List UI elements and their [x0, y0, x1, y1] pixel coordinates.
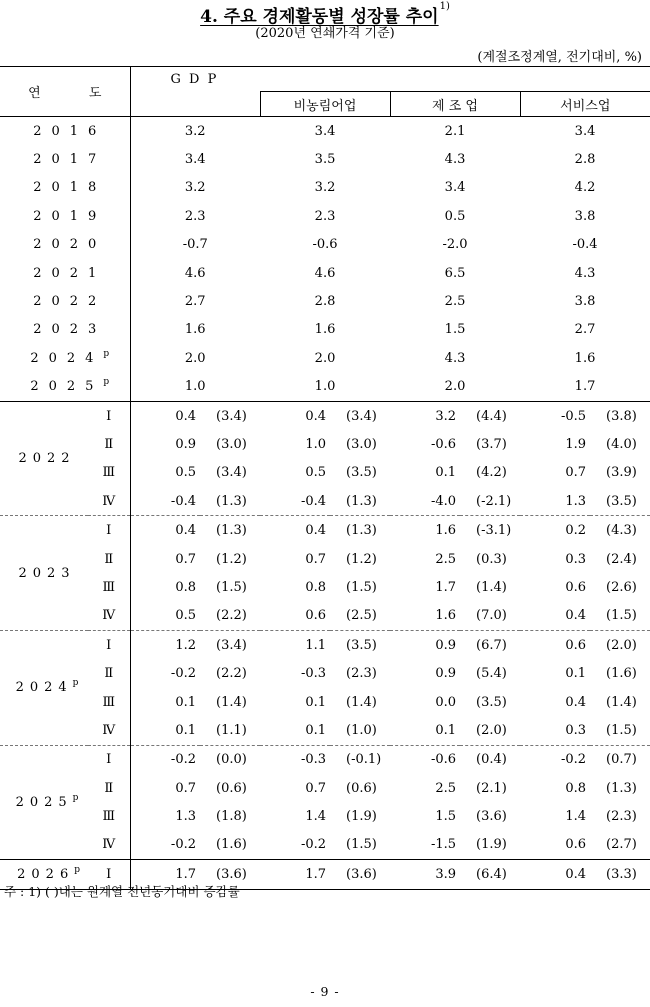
serv-qoq-value: 1.9	[565, 436, 587, 452]
agri-yoy-value: (1.0)	[346, 722, 377, 738]
quarter-year-cell	[0, 516, 88, 631]
page-number: - 9 -	[310, 984, 340, 999]
quarter-row	[0, 573, 650, 601]
gdp-yoy-value: (1.3)	[200, 516, 260, 545]
annual-row	[0, 231, 650, 259]
agri-qoq-value: 0.1	[305, 722, 327, 738]
quarter-row	[0, 401, 650, 430]
serv-value: 4.2	[574, 180, 596, 196]
gdp-value: 1.0	[184, 379, 206, 395]
quarter-label: Ⅱ	[88, 774, 130, 802]
gdp-yoy-value: (3.6)	[200, 860, 260, 889]
manu-qoq-value: 0.0	[435, 694, 457, 710]
quarter-row	[0, 688, 650, 716]
manu-value: 4.3	[444, 152, 466, 168]
agri-qoq-value: -0.3	[260, 745, 330, 774]
quarter-row	[0, 487, 650, 516]
prelim-mark: p	[103, 377, 110, 388]
prelim-mark: p	[72, 678, 79, 689]
annual-row	[0, 344, 650, 372]
agri-qoq-value: 0.7	[305, 551, 327, 567]
year-cell	[0, 117, 130, 146]
gdp-yoy-value: (1.2)	[216, 551, 247, 567]
serv-yoy-value: (3.9)	[606, 465, 637, 481]
manu-yoy-value: (6.7)	[460, 631, 520, 660]
serv-qoq-value: 0.1	[565, 666, 587, 682]
agri-value: 2.8	[314, 294, 336, 310]
manu-yoy-value: (1.9)	[476, 837, 507, 853]
gdp-value: 3.4	[184, 152, 206, 168]
serv-yoy-value: (1.6)	[606, 666, 637, 682]
agri-qoq-value: 0.5	[305, 465, 327, 481]
quarter-label: Ⅰ	[88, 631, 130, 660]
gdp-qoq-value: 0.1	[175, 694, 196, 710]
gdp-yoy-value: (0.0)	[200, 745, 260, 774]
prelim-mark: p	[103, 348, 110, 359]
agri-yoy-value: (3.6)	[330, 860, 390, 889]
agri-qoq-value: 0.7	[305, 780, 327, 796]
manu-qoq-value: -0.6	[430, 436, 457, 452]
quarterly-rows	[0, 401, 650, 889]
header-nonagri: 비농림어업	[260, 92, 390, 117]
serv-yoy-value: (1.5)	[606, 608, 637, 624]
agri-qoq-value: 0.4	[260, 516, 330, 545]
manu-yoy-value: (3.7)	[476, 436, 507, 452]
quarter-row	[0, 430, 650, 458]
annual-row	[0, 373, 650, 402]
serv-value: 1.6	[574, 350, 596, 366]
year-label: 2017	[33, 152, 107, 168]
gdp-value: 3.2	[184, 123, 206, 139]
quarter-row	[0, 831, 650, 860]
gdp-value: 1.6	[184, 322, 206, 338]
quarter-row	[0, 545, 650, 573]
manu-qoq-value: 0.1	[435, 722, 457, 738]
gdp-value: 2.3	[184, 208, 206, 224]
year-cell	[0, 145, 130, 173]
manu-yoy-value: (4.4)	[460, 401, 520, 430]
gdp-qoq-value: 0.7	[175, 551, 196, 567]
manu-value: -2.0	[442, 237, 468, 253]
manu-qoq-value: 1.6	[390, 516, 460, 545]
year-label: 2022	[33, 294, 107, 310]
manu-value: 2.0	[444, 379, 466, 395]
serv-value: 3.8	[574, 208, 596, 224]
title-text: 4. 주요 경제활동별 성장률 추이	[200, 7, 439, 27]
gdp-qoq-value: 0.7	[175, 780, 196, 796]
annual-row	[0, 174, 650, 202]
agri-yoy-value: (3.5)	[330, 631, 390, 660]
serv-yoy-value: (4.3)	[590, 516, 650, 545]
manu-yoy-value: (0.4)	[460, 745, 520, 774]
year-cell	[0, 316, 130, 344]
serv-yoy-value: (2.6)	[606, 579, 637, 595]
manu-yoy-value: (1.4)	[476, 579, 507, 595]
gdp-qoq-value: 1.2	[130, 631, 200, 660]
serv-qoq-value: 1.3	[565, 493, 587, 509]
serv-yoy-value: (1.4)	[606, 694, 637, 710]
manu-qoq-value: 1.6	[435, 608, 457, 624]
quarter-year-label: 2023	[18, 565, 76, 581]
agri-yoy-value: (3.4)	[330, 401, 390, 430]
agri-qoq-value: 1.0	[305, 436, 327, 452]
serv-qoq-value: 0.4	[565, 608, 587, 624]
manu-yoy-value: (3.6)	[476, 809, 507, 825]
year-cell	[0, 174, 130, 202]
year-cell	[0, 259, 130, 287]
gdp-qoq-value: 0.4	[130, 401, 200, 430]
manu-value: 4.3	[444, 350, 466, 366]
agri-value: 3.2	[314, 180, 336, 196]
annual-row	[0, 145, 650, 173]
manu-qoq-value: 2.5	[435, 551, 457, 567]
serv-yoy-value: (3.8)	[590, 401, 650, 430]
agri-qoq-value: 1.1	[260, 631, 330, 660]
manu-qoq-value: 0.1	[435, 465, 457, 481]
quarter-row	[0, 716, 650, 745]
quarter-row	[0, 631, 650, 660]
gdp-qoq-value: 0.4	[130, 516, 200, 545]
agri-qoq-value: 1.7	[260, 860, 330, 889]
manu-qoq-value: -4.0	[430, 493, 457, 509]
serv-qoq-value: -0.2	[520, 745, 590, 774]
gdp-qoq-value: 0.9	[175, 436, 196, 452]
quarter-label: Ⅲ	[88, 459, 130, 487]
agri-yoy-value: (1.5)	[346, 837, 377, 853]
agri-value: 3.5	[314, 152, 336, 168]
quarter-label: Ⅰ	[88, 516, 130, 545]
serv-qoq-value: 0.2	[520, 516, 590, 545]
gdp-qoq-value: 1.7	[130, 860, 200, 889]
agri-qoq-value: 0.6	[305, 608, 327, 624]
manu-value: 6.5	[444, 265, 466, 281]
annual-rows	[0, 117, 650, 402]
agri-value: 3.4	[314, 123, 336, 139]
serv-value: 3.4	[574, 123, 596, 139]
serv-qoq-value: 0.3	[565, 551, 587, 567]
gdp-yoy-value: (3.0)	[216, 436, 247, 452]
serv-qoq-value: 0.6	[520, 631, 590, 660]
agri-yoy-value: (-0.1)	[330, 745, 390, 774]
manu-qoq-value: 3.9	[390, 860, 460, 889]
agri-yoy-value: (0.6)	[346, 780, 377, 796]
agri-value: 1.6	[314, 322, 336, 338]
header-services: 서비스업	[520, 92, 650, 117]
manu-yoy-value: (3.5)	[476, 694, 507, 710]
agri-value: -0.6	[312, 237, 338, 253]
header-gdp: G D P	[130, 67, 260, 92]
quarter-year-label: 2022	[18, 451, 76, 467]
serv-yoy-value: (1.3)	[606, 780, 637, 796]
year-label: 2019	[33, 208, 107, 224]
manu-value: 0.5	[444, 208, 466, 224]
year-cell	[0, 344, 130, 372]
year-label: 2020	[33, 237, 107, 253]
agri-value: 1.0	[314, 379, 336, 395]
manu-yoy-value: (-3.1)	[460, 516, 520, 545]
quarter-label: Ⅱ	[88, 659, 130, 687]
year-label: 2023	[33, 322, 107, 338]
gdp-yoy-value: (2.2)	[216, 608, 247, 624]
annual-row	[0, 259, 650, 287]
gdp-value: -0.7	[182, 237, 208, 253]
serv-value: 3.8	[574, 294, 596, 310]
year-cell	[0, 373, 130, 402]
manu-qoq-value: 1.7	[435, 579, 457, 595]
manu-yoy-value: (2.0)	[476, 722, 507, 738]
quarter-label: Ⅲ	[88, 688, 130, 716]
serv-yoy-value: (1.5)	[606, 722, 637, 738]
manu-qoq-value: 3.2	[390, 401, 460, 430]
gdp-yoy-value: (1.1)	[216, 722, 247, 738]
agri-yoy-value: (1.5)	[346, 579, 377, 595]
gdp-qoq-value: 1.3	[175, 809, 196, 825]
serv-qoq-value: -0.5	[520, 401, 590, 430]
serv-yoy-value: (2.7)	[606, 837, 637, 853]
quarter-year-cell	[0, 631, 88, 746]
serv-yoy-value: (2.3)	[606, 809, 637, 825]
agri-yoy-value: (2.5)	[346, 608, 377, 624]
agri-yoy-value: (3.0)	[346, 436, 377, 452]
annual-row	[0, 117, 650, 146]
annual-row	[0, 202, 650, 230]
agri-yoy-value: (3.5)	[346, 465, 377, 481]
quarter-year-cell	[0, 745, 88, 860]
agri-yoy-value: (2.3)	[346, 666, 377, 682]
manu-yoy-value: (0.3)	[476, 551, 507, 567]
serv-qoq-value: 0.4	[520, 860, 590, 889]
agri-yoy-value: (1.3)	[346, 493, 377, 509]
gdp-yoy-value: (3.4)	[200, 631, 260, 660]
title-footnote-mark: 1)	[439, 1, 450, 12]
manu-value: 1.5	[444, 322, 466, 338]
serv-yoy-value: (4.0)	[606, 436, 637, 452]
serv-qoq-value: 0.6	[565, 837, 587, 853]
quarter-year-label: 2025	[15, 794, 73, 810]
manu-yoy-value: (5.4)	[476, 666, 507, 682]
prelim-mark: p	[74, 864, 80, 875]
quarter-row	[0, 802, 650, 830]
agri-qoq-value: 0.8	[305, 579, 327, 595]
header-row	[0, 67, 650, 92]
quarter-row	[0, 745, 650, 774]
serv-qoq-value: 0.8	[565, 780, 587, 796]
year-label: 2021	[33, 265, 107, 281]
agri-qoq-value: -0.3	[300, 666, 327, 682]
gdp-yoy-value: (3.4)	[200, 401, 260, 430]
agri-value: 2.0	[314, 350, 336, 366]
quarter-label: Ⅱ	[88, 545, 130, 573]
year-label: 2024	[30, 350, 104, 366]
prelim-mark: p	[72, 792, 79, 803]
quarter-row	[0, 516, 650, 545]
gdp-yoy-value: (0.6)	[216, 780, 247, 796]
manu-qoq-value: -0.6	[390, 745, 460, 774]
year-cell	[0, 231, 130, 259]
gdp-qoq-value: -0.2	[170, 666, 196, 682]
quarter-year-label: 2026	[17, 866, 75, 882]
quarter-label: Ⅰ	[88, 860, 130, 889]
gdp-qoq-value: -0.2	[130, 745, 200, 774]
serv-qoq-value: 0.4	[565, 694, 587, 710]
quarter-row	[0, 459, 650, 487]
agri-value: 2.3	[314, 208, 336, 224]
annual-row	[0, 316, 650, 344]
serv-yoy-value: (2.4)	[606, 551, 637, 567]
gdp-yoy-value: (1.5)	[216, 579, 247, 595]
year-label: 2025	[30, 379, 104, 395]
serv-qoq-value: 0.6	[565, 579, 587, 595]
year-cell	[0, 202, 130, 230]
gdp-qoq-value: -0.4	[170, 493, 196, 509]
quarter-year-label: 2024	[15, 680, 73, 696]
serv-value: 1.7	[574, 379, 596, 395]
serv-yoy-value: (3.5)	[606, 493, 637, 509]
manu-qoq-value: 0.9	[390, 631, 460, 660]
quarter-row	[0, 774, 650, 802]
quarter-label: Ⅳ	[88, 602, 130, 631]
quarter-label: Ⅰ	[88, 401, 130, 430]
serv-yoy-value: (2.0)	[590, 631, 650, 660]
agri-yoy-value: (1.3)	[330, 516, 390, 545]
agri-yoy-value: (1.9)	[346, 809, 377, 825]
manu-yoy-value: (7.0)	[476, 608, 507, 624]
quarter-row	[0, 659, 650, 687]
agri-qoq-value: 0.1	[305, 694, 327, 710]
manu-value: 3.4	[444, 180, 466, 196]
serv-yoy-value: (3.3)	[590, 860, 650, 889]
agri-qoq-value: 0.4	[260, 401, 330, 430]
quarter-label: Ⅰ	[88, 745, 130, 774]
manu-value: 2.1	[444, 123, 466, 139]
year-label: 2016	[33, 123, 107, 139]
manu-yoy-value: (6.4)	[460, 860, 520, 889]
agri-yoy-value: (1.4)	[346, 694, 377, 710]
gdp-value: 3.2	[184, 180, 206, 196]
gdp-yoy-value: (1.8)	[216, 809, 247, 825]
quarter-label: Ⅱ	[88, 430, 130, 458]
gdp-yoy-value: (3.4)	[216, 465, 247, 481]
serv-value: 2.7	[574, 322, 596, 338]
manu-qoq-value: 2.5	[435, 780, 457, 796]
gdp-yoy-value: (2.2)	[216, 666, 247, 682]
gdp-yoy-value: (1.6)	[216, 837, 247, 853]
gdp-value: 2.7	[184, 294, 206, 310]
serv-value: -0.4	[572, 237, 598, 253]
year-cell	[0, 287, 130, 315]
serv-value: 2.8	[574, 152, 596, 168]
serv-yoy-value: (0.7)	[590, 745, 650, 774]
header-manufacturing: 제 조 업	[390, 92, 520, 117]
gdp-yoy-value: (1.4)	[216, 694, 247, 710]
quarter-label: Ⅲ	[88, 802, 130, 830]
gdp-qoq-value: 0.5	[175, 608, 196, 624]
agri-yoy-value: (1.2)	[346, 551, 377, 567]
gdp-qoq-value: 0.5	[175, 465, 196, 481]
price-basis: (2020년 연쇄가격 기준)	[255, 26, 395, 41]
quarter-year-cell	[0, 401, 88, 516]
manu-value: 2.5	[444, 294, 466, 310]
manu-yoy-value: (-2.1)	[476, 493, 512, 509]
serv-qoq-value: 0.7	[565, 465, 587, 481]
quarter-label: Ⅲ	[88, 573, 130, 601]
manu-yoy-value: (2.1)	[476, 780, 507, 796]
gdp-qoq-value: 0.1	[175, 722, 196, 738]
agri-qoq-value: 1.4	[305, 809, 327, 825]
quarter-label: Ⅳ	[88, 487, 130, 516]
agri-qoq-value: -0.2	[300, 837, 327, 853]
gdp-qoq-value: -0.2	[170, 837, 196, 853]
manu-qoq-value: 1.5	[435, 809, 457, 825]
quarter-row	[0, 602, 650, 631]
serv-value: 4.3	[574, 265, 596, 281]
agri-value: 4.6	[314, 265, 336, 281]
gdp-value: 2.0	[184, 350, 206, 366]
footnote: 주 : 1) ( )내는 원계열 전년동기대비 증감률	[4, 884, 240, 899]
annual-row	[0, 287, 650, 315]
header-year: 연 도	[0, 67, 130, 117]
quarter-label: Ⅳ	[88, 831, 130, 860]
gdp-value: 4.6	[184, 265, 206, 281]
manu-yoy-value: (4.2)	[476, 465, 507, 481]
serv-qoq-value: 0.3	[565, 722, 587, 738]
growth-table	[0, 66, 650, 890]
serv-qoq-value: 1.4	[565, 809, 587, 825]
year-label: 2018	[33, 180, 107, 196]
quarter-label: Ⅳ	[88, 716, 130, 745]
manu-qoq-value: 0.9	[435, 666, 457, 682]
manu-qoq-value: -1.5	[430, 837, 457, 853]
agri-qoq-value: -0.4	[300, 493, 327, 509]
gdp-yoy-value: (1.3)	[216, 493, 247, 509]
unit-label: (계절조정계열, 전기대비, %)	[477, 50, 642, 65]
gdp-qoq-value: 0.8	[175, 579, 196, 595]
